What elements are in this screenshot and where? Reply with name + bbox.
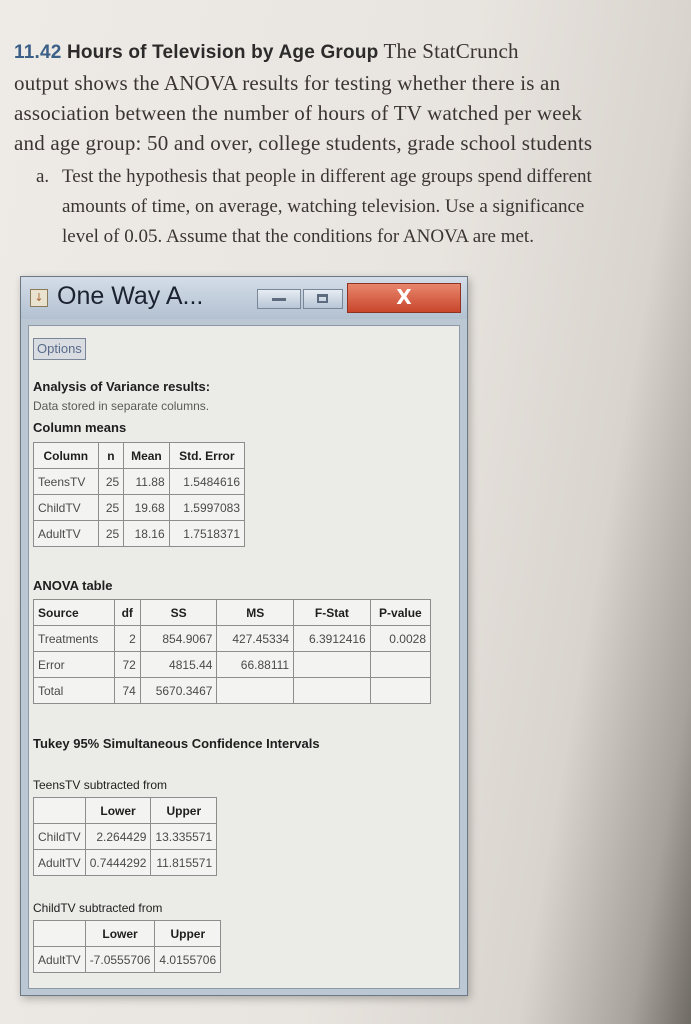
table-cell: 18.16	[124, 521, 169, 547]
column-header: F-Stat	[294, 600, 371, 626]
table-cell: AdultTV	[34, 521, 99, 547]
minimize-button[interactable]	[257, 289, 301, 309]
close-button[interactable]	[347, 283, 461, 313]
tukey2-caption: ChildTV subtracted from	[33, 901, 163, 915]
table-cell	[294, 652, 371, 678]
table-cell: 1.5484616	[169, 469, 244, 495]
problem-intro-line: association between the number of hours of TV watched per week	[14, 101, 582, 125]
part-line: Test the hypothesis that people in different age groups spend different	[62, 166, 592, 187]
table-cell: 11.815571	[151, 850, 217, 876]
problem-number: 11.42	[14, 42, 62, 63]
window-title: One Way A...	[57, 282, 204, 310]
table-cell: Total	[34, 678, 115, 704]
table-cell: 2.264429	[85, 824, 151, 850]
table-header-row	[34, 921, 221, 947]
table-cell: 427.45334	[217, 626, 294, 652]
table-cell: 2	[114, 626, 140, 652]
table-cell: -7.0555706	[85, 947, 155, 973]
table-header-row	[34, 443, 245, 469]
column-header: Source	[34, 600, 115, 626]
tukey-title: Tukey 95% Simultaneous Confidence Intervals	[33, 736, 320, 751]
table-cell: 72	[114, 652, 140, 678]
table-row	[34, 521, 245, 547]
maximize-button[interactable]	[303, 289, 343, 309]
table-header-row	[34, 798, 217, 824]
part-line: level of 0.05. Assume that the conditions for ANOVA are met.	[62, 226, 534, 247]
table-cell: 74	[114, 678, 140, 704]
table-cell: 0.0028	[370, 626, 430, 652]
column-header: Column	[34, 443, 99, 469]
window-titlebar[interactable]	[21, 277, 467, 319]
table-cell: 5670.3467	[140, 678, 217, 704]
column-header: MS	[217, 600, 294, 626]
table-cell: ChildTV	[34, 824, 86, 850]
results-heading: Analysis of Variance results:	[33, 379, 211, 394]
tukey1-caption: TeensTV subtracted from	[33, 778, 168, 792]
app-icon: ↓	[30, 289, 48, 307]
column-header: Upper	[151, 798, 217, 824]
column-means-title: Column means	[33, 420, 127, 435]
problem-intro-line: output shows the ANOVA results for testing whether there is an	[14, 71, 561, 95]
options-button[interactable]: Options	[33, 338, 86, 360]
problem-intro-line: and age group: 50 and over, college students, grade school students	[14, 131, 593, 155]
close-icon: X	[396, 285, 412, 309]
table-cell: ChildTV	[34, 495, 99, 521]
table-cell: 0.7444292	[85, 850, 151, 876]
maximize-icon	[317, 294, 328, 303]
anova-title: ANOVA table	[33, 578, 113, 593]
results-panel	[28, 325, 460, 989]
anova-table	[33, 599, 431, 704]
table-row	[34, 947, 221, 973]
minimize-icon	[272, 298, 286, 301]
column-header: SS	[140, 600, 217, 626]
column-header: P-value	[370, 600, 430, 626]
part-line: amounts of time, on average, watching television. Use a significance	[62, 196, 585, 217]
table-header-row	[34, 600, 431, 626]
table-cell: 11.88	[124, 469, 169, 495]
table-cell: 854.9067	[140, 626, 217, 652]
column-header: df	[114, 600, 140, 626]
column-header: n	[98, 443, 124, 469]
table-cell: 1.7518371	[169, 521, 244, 547]
table-cell: 6.3912416	[294, 626, 371, 652]
table-cell: 66.88111	[217, 652, 294, 678]
table-row	[34, 495, 245, 521]
column-header: Lower	[85, 798, 151, 824]
column-header	[34, 798, 86, 824]
table-cell	[370, 652, 430, 678]
column-header: Lower	[85, 921, 155, 947]
column-means-table	[33, 442, 245, 547]
table-row	[34, 652, 431, 678]
table-row	[34, 850, 217, 876]
problem-intro-line: The StatCrunch	[383, 39, 519, 63]
table-cell: 25	[98, 521, 124, 547]
column-header: Mean	[124, 443, 169, 469]
statcrunch-window	[20, 276, 468, 996]
table-cell: TeensTV	[34, 469, 99, 495]
table-cell: AdultTV	[34, 947, 86, 973]
column-header: Upper	[155, 921, 221, 947]
column-header: Std. Error	[169, 443, 244, 469]
tukey1-table	[33, 797, 217, 876]
table-cell: 25	[98, 495, 124, 521]
table-cell	[217, 678, 294, 704]
table-cell: 13.335571	[151, 824, 217, 850]
part-label: a.	[36, 166, 50, 187]
table-cell: 25	[98, 469, 124, 495]
problem-line-1	[14, 36, 682, 68]
table-cell	[294, 678, 371, 704]
table-row	[34, 626, 431, 652]
problem-title: Hours of Television by Age Group	[66, 42, 379, 63]
table-row	[34, 469, 245, 495]
table-cell: 4.0155706	[155, 947, 221, 973]
table-cell: 4815.44	[140, 652, 217, 678]
data-note: Data stored in separate columns.	[33, 399, 210, 413]
table-cell: 1.5997083	[169, 495, 244, 521]
table-row	[34, 824, 217, 850]
table-cell: AdultTV	[34, 850, 86, 876]
column-header	[34, 921, 86, 947]
table-cell	[370, 678, 430, 704]
table-cell: Treatments	[34, 626, 115, 652]
problem-part-a	[36, 162, 676, 252]
tukey2-table	[33, 920, 221, 973]
problem-statement	[14, 36, 682, 158]
table-cell: Error	[34, 652, 115, 678]
table-cell: 19.68	[124, 495, 169, 521]
table-row	[34, 678, 431, 704]
